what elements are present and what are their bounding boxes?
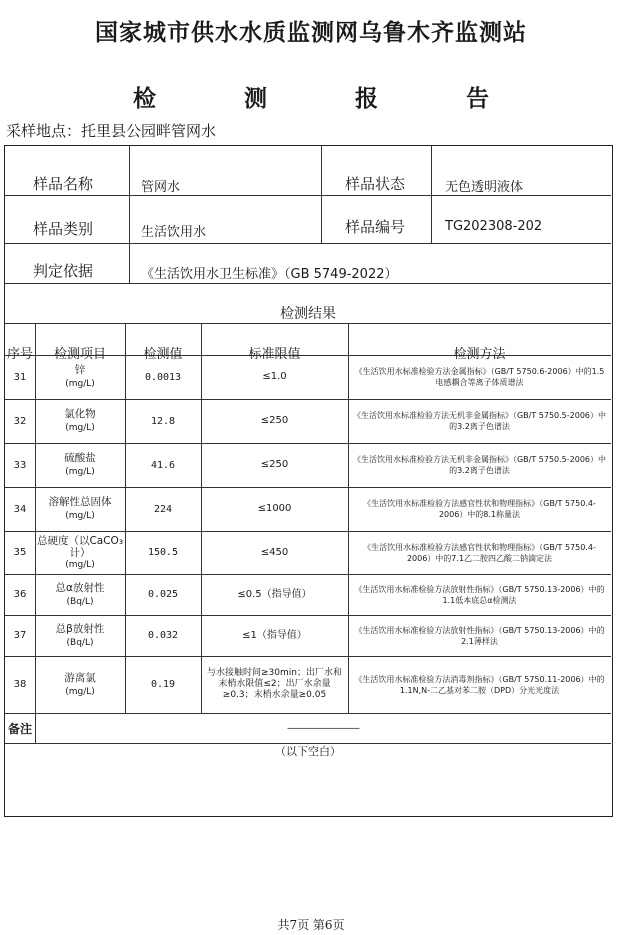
- row-index: 34: [13, 503, 27, 515]
- row-item: [35, 355, 125, 399]
- row-index: 33: [13, 459, 27, 471]
- col-header-standard: 标准限值: [248, 347, 301, 362]
- item-unit: (mg/L): [65, 379, 95, 389]
- row-standard: 与水接触时间≥30min；出厂水和末梢水限值≤2；出厂水余量≥0.3；末梢水余量≥0.05: [207, 668, 342, 700]
- row-standard: ≤1.0: [262, 371, 287, 382]
- location-label: 采样地点：: [6, 122, 82, 140]
- sample-id-label: 样品编号: [345, 218, 406, 236]
- col-header-value: 检测值: [143, 347, 183, 362]
- item-unit: (Bq/L): [66, 596, 94, 607]
- report-table: [4, 145, 613, 817]
- row-method: 《生活饮用水标准检验方法放射性指标》（GB/T 5750.13-2006）中的2.1薄样法: [354, 625, 605, 646]
- item-name: 锌: [74, 364, 86, 376]
- row-index: 35: [13, 547, 27, 558]
- row-method: 《生活饮用水标准检验方法金属指标》（GB/T 5750.6-2006）中的1.5电感耦合等离子体质谱法: [354, 367, 605, 387]
- row-index: 37: [13, 630, 27, 641]
- row-standard: ≤1（指导值）: [242, 629, 307, 641]
- sample-id: TG202308-202: [445, 219, 543, 234]
- row-item: [35, 487, 125, 531]
- item-name: 氯化物: [64, 408, 96, 420]
- row-standard: ≤250: [260, 415, 289, 426]
- item-name: 溶解性总固体: [48, 496, 112, 508]
- row-item: [35, 399, 125, 443]
- row-standard: ≤250: [260, 459, 289, 470]
- row-item: [35, 656, 125, 713]
- row-index: 32: [13, 415, 27, 427]
- item-name: 游离氯: [64, 671, 96, 684]
- report-title: 检 测 报 告: [132, 86, 530, 112]
- row-index: 31: [13, 371, 27, 383]
- col-header-method: 检测方法: [453, 347, 506, 362]
- item-unit: (mg/L): [65, 686, 95, 697]
- row-value: 12.8: [150, 415, 176, 427]
- row-value: 0.032: [147, 630, 179, 641]
- org-title: 国家城市供水水质监测网乌鲁木齐监测站: [95, 20, 527, 46]
- item-name: 总β放射性: [55, 622, 105, 635]
- remarks-value: ————————: [287, 722, 359, 734]
- col-header-item: 检测项目: [53, 347, 106, 362]
- item-unit: (mg/L): [65, 423, 95, 433]
- item-name: 总硬度（以CaCO₃计）: [36, 534, 124, 559]
- page-counter: 共7页 第6页: [277, 918, 345, 932]
- item-unit: (mg/L): [65, 559, 95, 570]
- row-value: 0.025: [147, 589, 179, 600]
- row-value: 0.0013: [144, 371, 182, 383]
- row-standard: ≤0.5（指导值）: [237, 588, 312, 600]
- item-unit: (Bq/L): [66, 637, 94, 648]
- row-method: 《生活饮用水标准检验方法无机非金属指标》（GB/T 5750.5-2006）中的3.2离子色谱法: [352, 455, 607, 475]
- item-unit: (mg/L): [65, 511, 95, 521]
- col-header-index: 序号: [6, 347, 33, 362]
- row-item: [35, 443, 125, 487]
- item-name: 硫酸盐: [64, 452, 96, 464]
- row-method: 《生活饮用水标准检验方法放射性指标》（GB/T 5750.13-2006）中的1.1低本底总α检测法: [354, 584, 605, 605]
- remarks-label: 备注: [7, 721, 32, 736]
- basis-value: 《生活饮用水卫生标准》（GB 5749-2022）: [141, 267, 398, 282]
- sampling-location: [6, 120, 216, 141]
- row-item: [35, 615, 125, 656]
- basis-label: 判定依据: [33, 262, 94, 280]
- row-method: 《生活饮用水标准检验方法无机非金属指标》（GB/T 5750.5-2006）中的3.2离子色谱法: [352, 411, 607, 431]
- row-standard: ≤1000: [257, 503, 292, 514]
- sample-state: 无色透明液体: [445, 180, 524, 195]
- row-item: [35, 531, 125, 574]
- row-index: 38: [13, 679, 27, 690]
- blank-note: （以下空白）: [275, 745, 341, 758]
- sample-category-label: 样品类别: [33, 220, 94, 238]
- row-method: 《生活饮用水标准检验方法消毒剂指标》（GB/T 5750.11-2006）中的1.1N,N-二乙基对苯二胺（DPD）分光光度法: [354, 674, 605, 695]
- item-unit: (mg/L): [65, 467, 95, 477]
- sample-state-label: 样品状态: [345, 175, 406, 193]
- sample-category: 生活饮用水: [141, 225, 207, 240]
- row-value: 224: [153, 503, 173, 515]
- sample-name: 管网水: [141, 180, 181, 195]
- row-value: 0.19: [150, 679, 176, 690]
- row-method: 《生活饮用水标准检验方法感官性状和物理指标》（GB/T 5750.4-2006）中的7.1乙二胺四乙酸二钠滴定法: [363, 542, 596, 563]
- item-name: 总α放射性: [55, 581, 105, 594]
- row-value: 41.6: [150, 459, 176, 471]
- results-title: 检测结果: [280, 306, 336, 322]
- row-standard: ≤450: [260, 546, 289, 558]
- row-item: [35, 574, 125, 615]
- location-value: 托里县公园畔管网水: [81, 122, 217, 140]
- sample-name-label: 样品名称: [33, 175, 94, 193]
- row-value: 150.5: [147, 547, 179, 558]
- row-method: 《生活饮用水标准检验方法感官性状和物理指标》（GB/T 5750.4-2006）中的8.1称量法: [363, 499, 596, 519]
- row-index: 36: [13, 589, 27, 600]
